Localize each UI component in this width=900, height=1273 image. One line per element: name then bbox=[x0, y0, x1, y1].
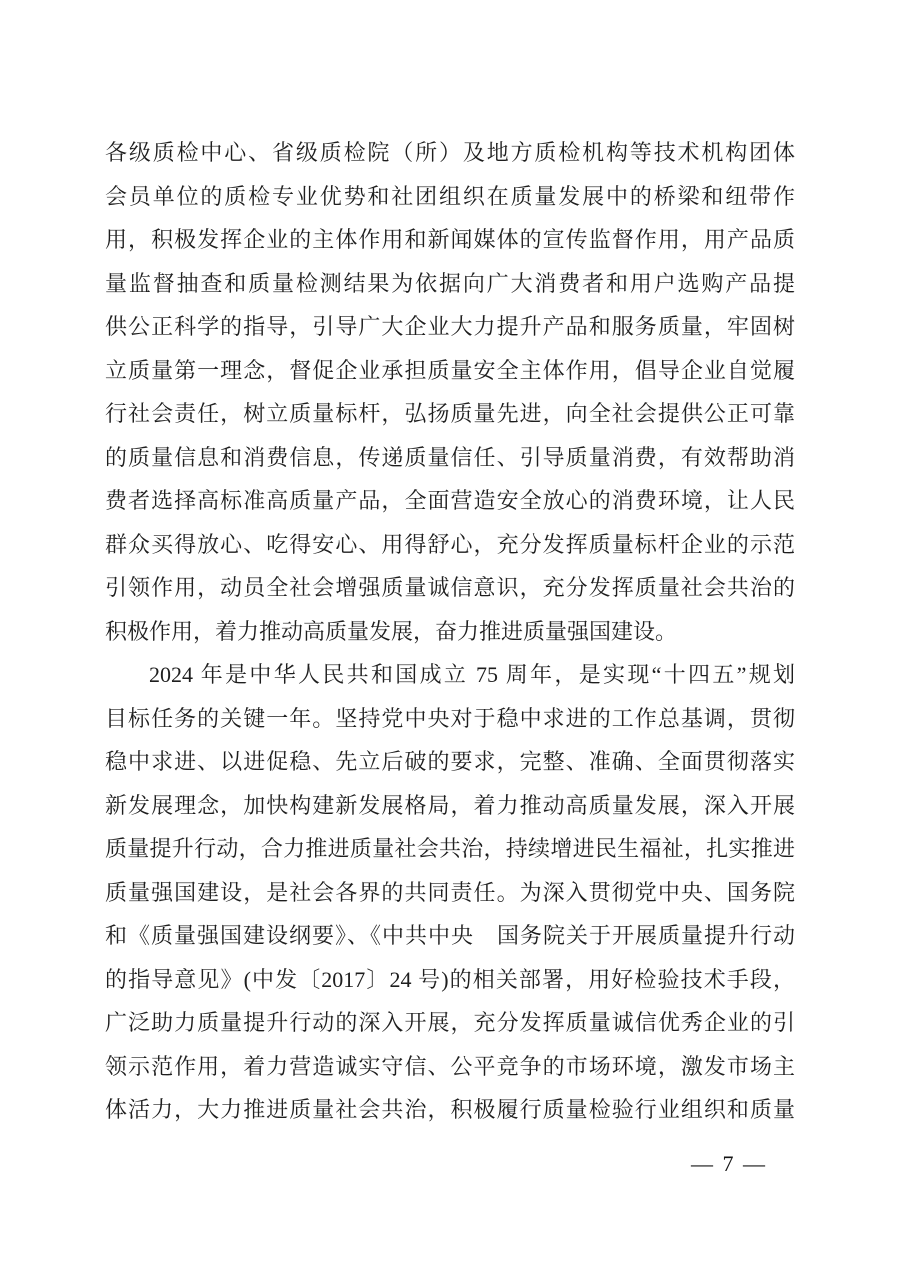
text-line: 目标任务的关键一年。坚持党中央对于稳中求进的工作总基调，贯彻 bbox=[105, 705, 795, 731]
text-line: 体活力，大力推进质量社会共治，积极履行质量检验行业组织和质量 bbox=[105, 1097, 795, 1122]
body-text bbox=[105, 131, 795, 1132]
text-line: 2024 年是中华人民共和国成立 75 周年，是实现“十四五”规划 bbox=[149, 662, 795, 687]
text-line: 新发展理念，加快构建新发展格局，着力推动高质量发展，深入开展 bbox=[105, 792, 795, 818]
text-line: 质量强国建设，是社会各界的共同责任。为深入贯彻党中央、国务院 bbox=[105, 879, 795, 905]
text-line: 行社会责任，树立质量标杆，弘扬质量先进，向全社会提供公正可靠 bbox=[105, 401, 795, 426]
text-line: 广泛助力质量提升行动的深入开展，充分发挥质量诚信优秀企业的引 bbox=[105, 1010, 795, 1035]
text-line: 的指导意见》(中发〔2017〕24 号)的相关部署，用好检验技术手段， bbox=[105, 966, 795, 992]
text-line: 稳中求进、以进促稳、先立后破的要求，完整、准确、全面贯彻落实 bbox=[105, 749, 795, 774]
text-line: 量监督抽查和质量检测结果为依据向广大消费者和用户选购产品提 bbox=[105, 270, 795, 296]
text-line: 领示范作用，着力营造诚实守信、公平竞争的市场环境，激发市场主 bbox=[105, 1053, 795, 1079]
text-line: 群众买得放心、吃得安心、用得舒心，充分发挥质量标杆企业的示范 bbox=[105, 531, 795, 557]
text-line: 质量提升行动，合力推进质量社会共治，持续增进民生福祉，扎实推进 bbox=[105, 836, 795, 861]
text-line: 立质量第一理念，督促企业承担质量安全主体作用，倡导企业自觉履 bbox=[105, 357, 795, 383]
text-line: 积极作用，着力推动高质量发展，奋力推进质量强国建设。 bbox=[105, 618, 678, 644]
text-line: 和《质量强国建设纲要》、《中共中央 国务院关于开展质量提升行动 bbox=[105, 923, 795, 948]
text-line: 费者选择高标准高质量产品，全面营造安全放心的消费环境，让人民 bbox=[105, 488, 795, 513]
text-line: 供公正科学的指导，引导广大企业大力提升产品和服务质量，牢固树 bbox=[105, 314, 795, 339]
text-line: 会员单位的质检专业优势和社团组织在质量发展中的桥梁和纽带作 bbox=[105, 183, 795, 209]
page-number: — 7 — bbox=[691, 1151, 767, 1176]
text-line: 引领作用，动员全社会增强质量诚信意识，充分发挥质量社会共治的 bbox=[105, 575, 795, 600]
text-line: 各级质检中心、省级质检院（所）及地方质检机构等技术机构团体 bbox=[105, 140, 795, 165]
text-line: 的质量信息和消费信息，传递质量信任、引导质量消费，有效帮助消 bbox=[105, 444, 795, 470]
text-line: 用，积极发挥企业的主体作用和新闻媒体的宣传监督作用，用产品质 bbox=[105, 227, 795, 252]
